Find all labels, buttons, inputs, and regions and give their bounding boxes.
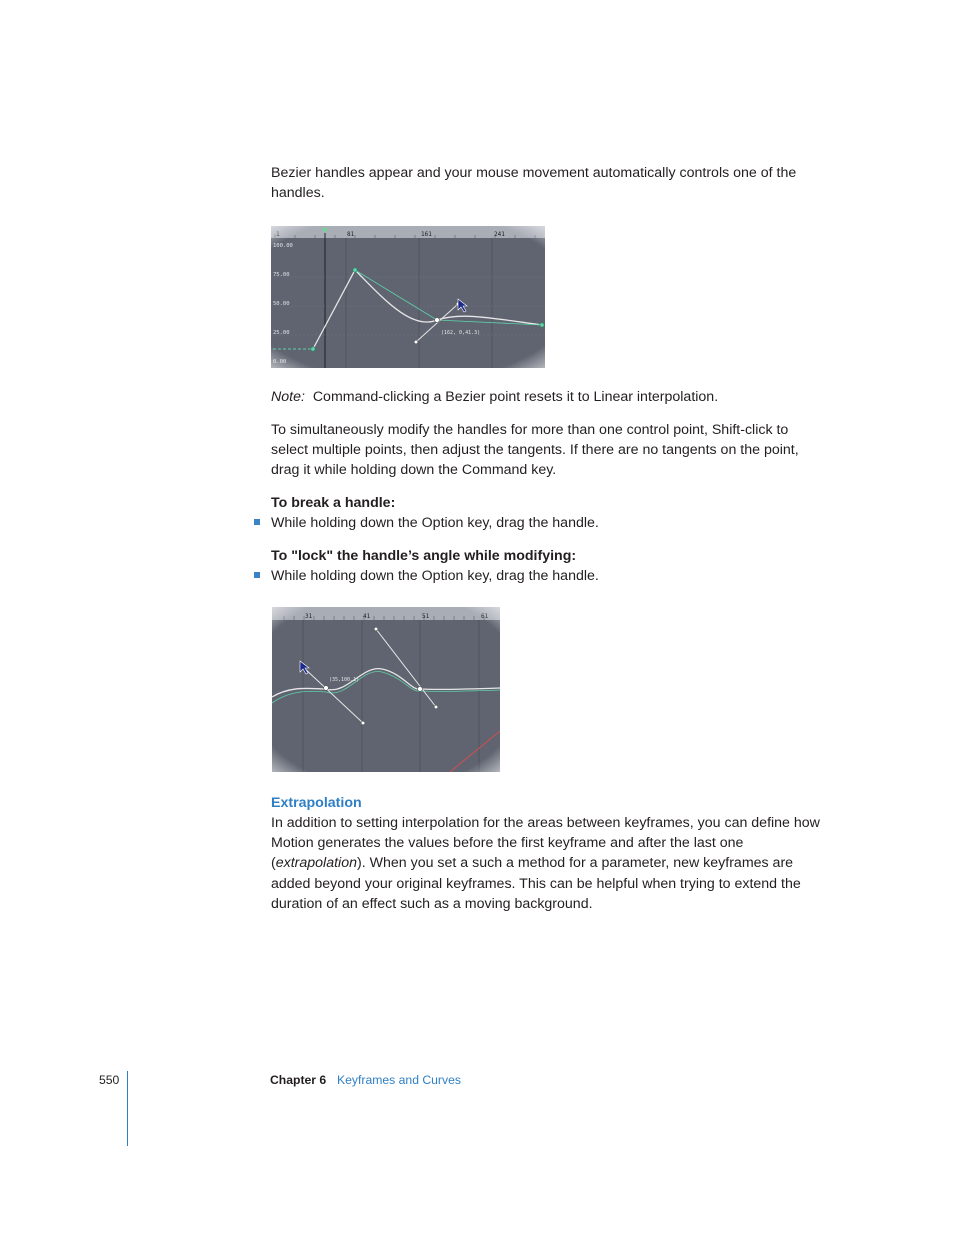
curve-editor-figure-1 bbox=[271, 226, 545, 368]
curve-graph-2 bbox=[272, 607, 500, 772]
task-step-break-handle: While holding down the Option key, drag the handle. bbox=[271, 515, 599, 531]
footer-rule bbox=[127, 1071, 128, 1146]
bullet-icon bbox=[254, 572, 260, 578]
curve-editor-figure-2 bbox=[272, 607, 500, 772]
task-heading-lock-angle: To "lock" the handle’s angle while modifying: bbox=[271, 548, 577, 564]
intro-paragraph: Bezier handles appear and your mouse movement automatically controls one of the handles. bbox=[271, 165, 797, 202]
task-step-lock-angle: While holding down the Option key, drag the handle. bbox=[271, 568, 599, 584]
extrapolation-text-1: In addition to setting interpolation for the areas between keyframes, you can define how Motion generates the values before the first keyframe and after the last one ( bbox=[271, 815, 820, 872]
extrapolation-term: extrapolation bbox=[275, 855, 357, 872]
section-heading-extrapolation: Extrapolation bbox=[271, 795, 362, 811]
bullet-icon bbox=[254, 519, 260, 525]
note-label: Note: bbox=[271, 389, 305, 405]
simultaneous-paragraph: To simultaneously modify the handles for more than one control point, Shift-click to select multiple points, then adjust the tangents. If there are no tangents on the point, drag it while holding down the Command key. bbox=[271, 422, 799, 479]
note-text: Command-clicking a Bezier point resets it to Linear interpolation. bbox=[312, 389, 719, 405]
task-heading-break-handle: To break a handle: bbox=[271, 495, 396, 511]
extrapolation-paragraph bbox=[271, 813, 821, 914]
chapter-label: Chapter 6 bbox=[270, 1073, 327, 1087]
figure-vignette bbox=[272, 607, 500, 772]
figure-vignette bbox=[271, 226, 545, 368]
note-paragraph bbox=[271, 387, 821, 407]
extrapolation-text-2: ). When you set a such a method for a parameter, new keyframes are added beyond your original keyframes. This can be helpful when trying to extend the duration of an effect such as a moving background. bbox=[271, 855, 801, 912]
chapter-title-link[interactable]: Keyframes and Curves bbox=[337, 1073, 461, 1087]
curve-graph-1 bbox=[271, 226, 545, 368]
page-number: 550 bbox=[99, 1073, 120, 1087]
